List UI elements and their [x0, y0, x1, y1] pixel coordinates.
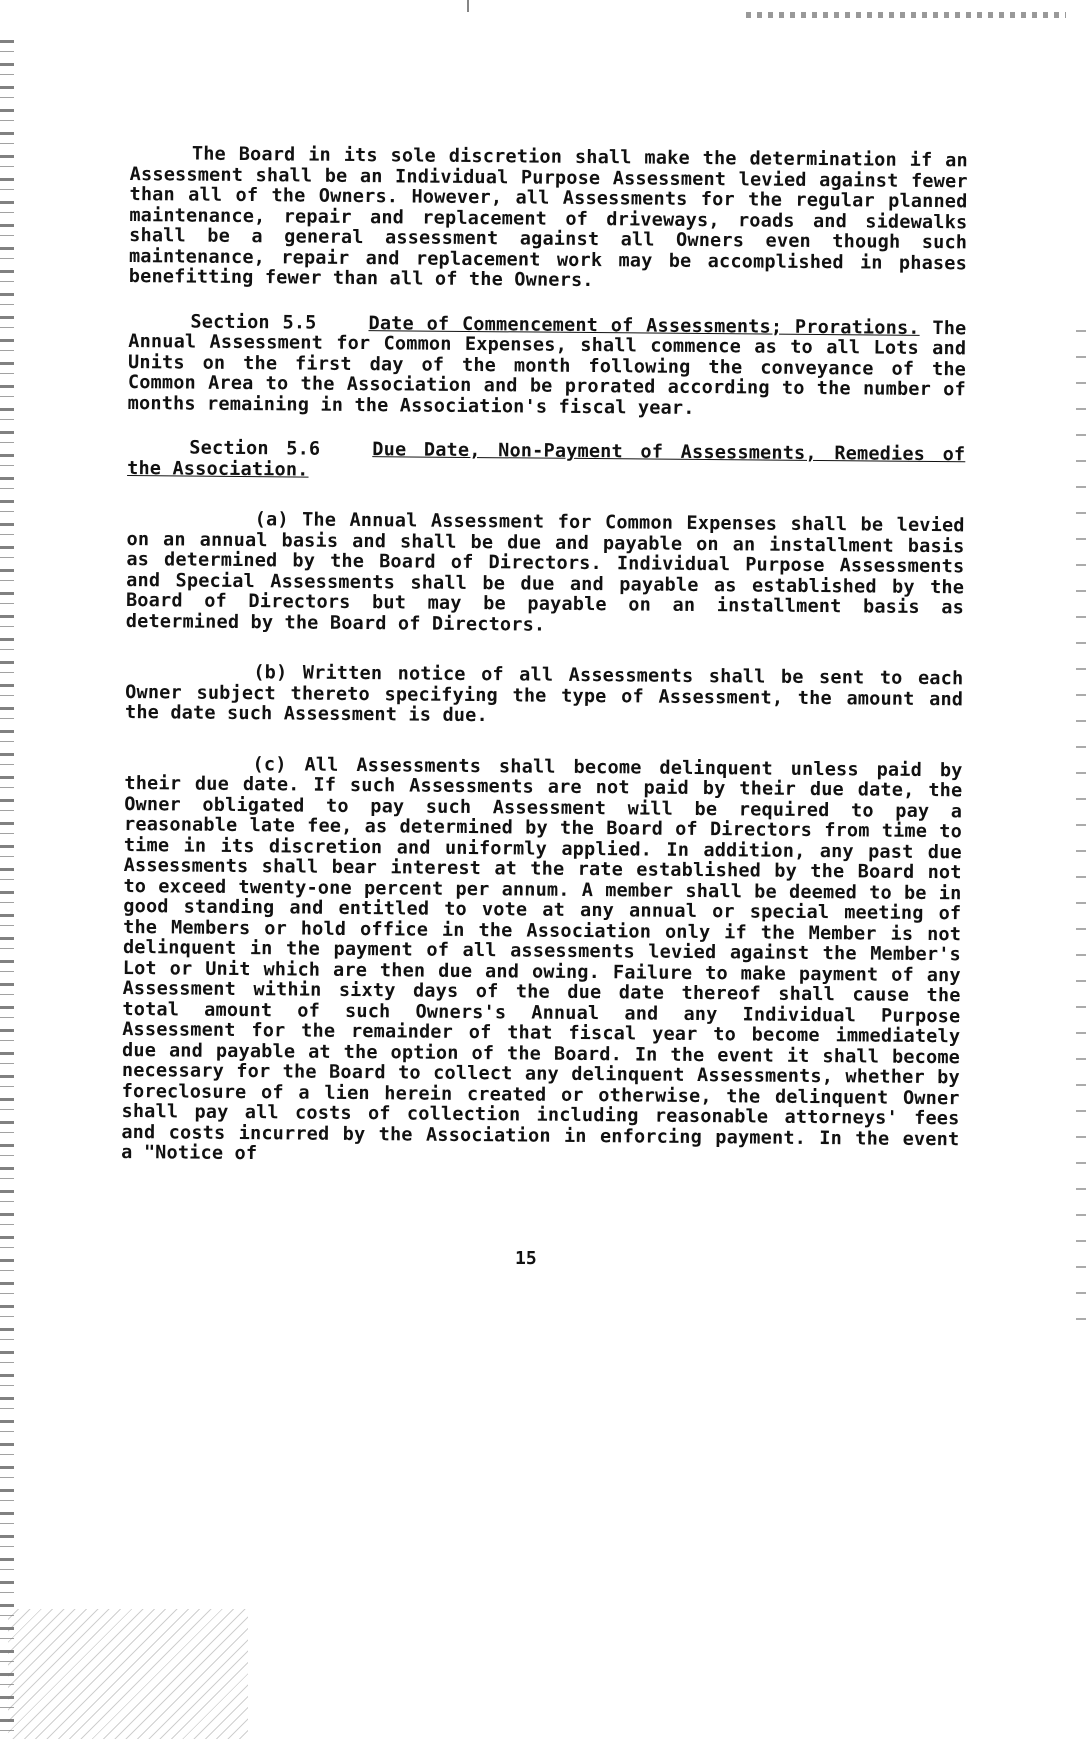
section-5-6-title: Due Date, Non-Payment of Assessments, Remedies of the Association. — [127, 439, 966, 481]
section-5-5-title: Date of Commencement of Assessments; Prorations. — [368, 312, 920, 339]
page-number: 15 — [515, 1248, 537, 1269]
section-5-5 — [128, 311, 967, 421]
scan-bottom-noise — [8, 1609, 248, 1739]
scan-edge-right — [1076, 330, 1086, 1330]
scan-edge-left — [0, 40, 14, 1740]
item-c: (c) All Assessments shall become delinquent unless paid by their due date. If such Assessments are not paid by their due date, the Owner obligated to pay such Assessment will be required to pay a reasonable late fee, as determined by the Board of Directors from time to time in its discretion and uniformly applied. In addition, any past due Assessments shall bear interest at the rate established by the Board not to exceed twenty-one percent per annum. A member shall be deemed to be in good standing and entitled to vote at any annual or special meeting of the Members or hold office in the Association only if the Member is not delinquent in the payment of all assessments levied against the Member's Lot or Unit which are then due and owing. Failure to make payment of any Assessment within sixty days of the due date thereof shall cause the total amount of such Owners's Annual and any Individual Purpose Assessment for the remainder of that fiscal year to become immediately due and payable at the option of the Board. In the event it shall become necessary for the Board to collect any delinquent Assessments, whether by foreclosure of a lien herein created or otherwise, the delinquent Owner shall pay all costs of collection including reasonable attorneys' fees and costs incurred by the Association in enforcing payment. In the event a "Notice of — [121, 753, 963, 1165]
document-page — [121, 144, 968, 1195]
paragraph-assessment-determination: The Board in its sole discretion shall make the determination if an Assessment shall be an Individual Purpose Assessment levied against fewer than all of the Owners. However, all Assessments for the regular planned maintenance, repair and replacement of driveways, roads and sidewalks shall be a general assessment against all Owners even though such maintenance, repair and replacement work may be accomplished in phases benefitting fewer than all of the Owners. — [128, 143, 968, 292]
section-5-5-number: Section 5.5 — [190, 311, 317, 334]
section-5-6 — [127, 438, 965, 486]
section-5-5-body: The Annual Assessment for Common Expenses, shall commence as to all Lots and Units on the first day of the month following the conveyance of the Common Area to the Association and be prorated according to the number of months remaining in the Association's fiscal year. — [127, 317, 967, 419]
item-b: (b) Written notice of all Assessments shall be sent to each Owner subject thereto specifying the type of Assessment, the amount and the date such Assessment is due. — [124, 662, 964, 727]
scan-top-noise — [746, 12, 1066, 18]
scan-top-tick — [467, 0, 469, 12]
section-5-6-number: Section 5.6 — [189, 437, 321, 460]
item-a: (a) The Annual Assessment for Common Expenses shall be levied on an annual basis and shall be due and payable on an installment basis as determined by the Board of Directors. Individual Purpose Assessments and Special Assessments shall be due and payable as established by the Board of Directors but may be payable on an installment basis as determined by the Board of Directors. — [125, 509, 965, 636]
